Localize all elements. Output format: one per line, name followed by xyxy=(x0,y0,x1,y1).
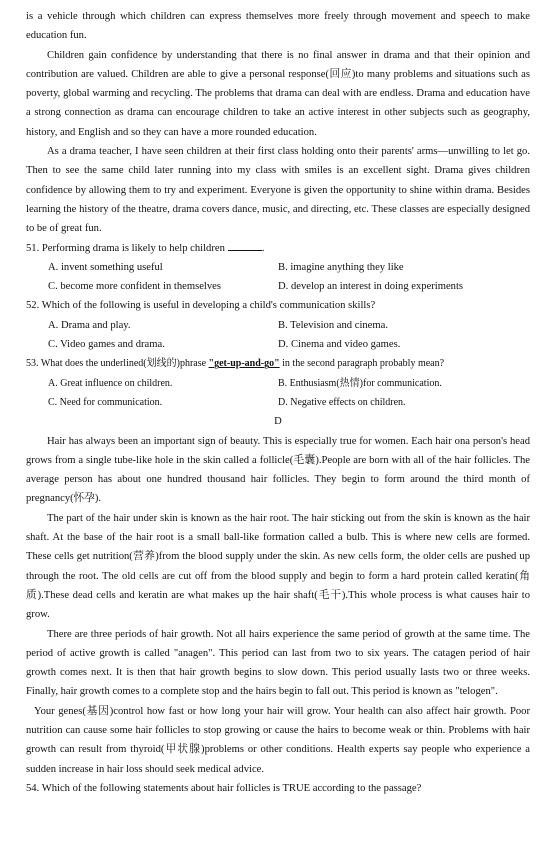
question-52-options-row-2 xyxy=(26,335,530,354)
question-51-text: 51. Performing drama is likely to help children xyxy=(26,242,225,254)
passage-d-paragraph-3: There are three periods of hair growth. Not all hairs experience the same period of growth at the same time. The period of active growth is called "anagen". This period can last from two to six years. The catagen period of hair growth comes next. It is then that hair growth begins to slow down. This period usually lasts two or three weeks. Finally, hair growth comes to a complete stop and the hairs begin to fall out. This period is known as "telogen". xyxy=(26,628,530,698)
answer-blank xyxy=(228,240,262,251)
question-53-text-post: in the second paragraph probably mean? xyxy=(279,358,445,370)
section-d-heading: D xyxy=(274,416,282,428)
question-51-option-d: D. develop an interest in doing experiments xyxy=(278,281,464,293)
passage-d-paragraph-1: Hair has always been an important sign of beauty. This is especially true for women. Each hair ona person's head grows from a single tube-like hole in the skin called a follicle(毛囊).People are born with all of the hair follicles. The average person has about one hundred thousand hair follicles. They begin to form around the third month of pregnancy(怀孕). xyxy=(26,435,530,505)
question-53-options-row-2 xyxy=(26,393,530,412)
question-53-option-d: D. Negative effects on children. xyxy=(278,396,406,408)
question-51-options-row-1 xyxy=(26,258,530,277)
question-52-options-row-1 xyxy=(26,316,530,335)
question-53-option-a: A. Great influence on children. xyxy=(48,377,173,389)
passage-d-paragraph-4: Your genes(基因)control how fast or how long your hair will grow. Your health can also affect hair growth. Poor nutrition can cause some hair follicles to stop growing or cause the hairs to become weak or thin. Problems with hair growth can result from thyroid(甲状腺)problems or other conditions. Health experts say people who experience a sudden increase in hair loss should seek medical advice. xyxy=(26,705,530,775)
question-54-stem: 54. Which of the following statements about hair follicles is TRUE according to the passage? xyxy=(26,782,422,794)
question-53-option-b: B. Enthusiasm(热情)for communication. xyxy=(278,377,442,389)
question-53-stem xyxy=(26,354,530,373)
question-52-option-c: C. Video games and drama. xyxy=(48,339,165,351)
question-52-option-b: B. Television and cinema. xyxy=(278,319,388,331)
question-53-option-c: C. Need for communication. xyxy=(48,396,163,408)
passage-c-paragraph-3: As a drama teacher, I have seen children at their first class holding onto their parents' arms—unwilling to let go. Then to see the same child later running into my class with smiles is an excellent sight. Drama gives children confidence by allowing them to try and experiment. Everyone is given the opportunity to shine within drama. Besides learning the history of the theatre, drama covers dance, music, and directing, etc. These classes are especially designed to be of great fun. xyxy=(26,146,530,235)
question-51-option-b: B. imagine anything they like xyxy=(278,261,404,273)
passage-c-paragraph-2: Children gain confidence by understanding that there is no final answer in drama and that their opinion and contribution are valued. Children are able to give a personal response(回应)to many problems and situations such as poverty, global warming and recycling. The problems that drama can deal with are endless. Drama and education have a strong connection as drama can encourage children to take an active interest in other subjects such as geography, history, and English and so they can have a more rounded education. xyxy=(26,49,530,138)
question-53-options-row-1 xyxy=(26,374,530,393)
question-51-stem xyxy=(26,239,530,258)
passage-c-paragraph-1-continued: is a vehicle through which children can express themselves more freely through movement and speech to make education fun. xyxy=(26,11,530,42)
question-52-option-a: A. Drama and play. xyxy=(48,319,131,331)
underlined-phrase: "get-up-and-go" xyxy=(208,358,280,370)
question-53-text-pre: 53. What does the underlined(划线的)phrase xyxy=(26,358,209,370)
question-51-period: . xyxy=(261,242,265,254)
passage-d-paragraph-2: The part of the hair under skin is known as the hair root. The hair sticking out from the skin is known as the hair shaft. At the base of the hair root is a small ball-like formation called a bulb. This is where new cells are formed. These cells get nutrition(营养)from the blood supply under the skin. As new cells form, the older cells are pushed up through the root. The old cells are cut off from the blood supply and begin to form a hard protein called keratin(角质).These dead cells and keratin are what makes up the hair shaft(毛干).This whole process is what causes hair to grow. xyxy=(26,512,530,621)
question-52-stem: 52. Which of the following is useful in developing a child's communication skills? xyxy=(26,300,376,312)
question-51-options-row-2 xyxy=(26,277,530,296)
question-51-option-a: A. invent something useful xyxy=(48,261,163,273)
question-51-option-c: C. become more confident in themselves xyxy=(48,281,221,293)
question-52-option-d: D. Cinema and video games. xyxy=(278,339,401,351)
